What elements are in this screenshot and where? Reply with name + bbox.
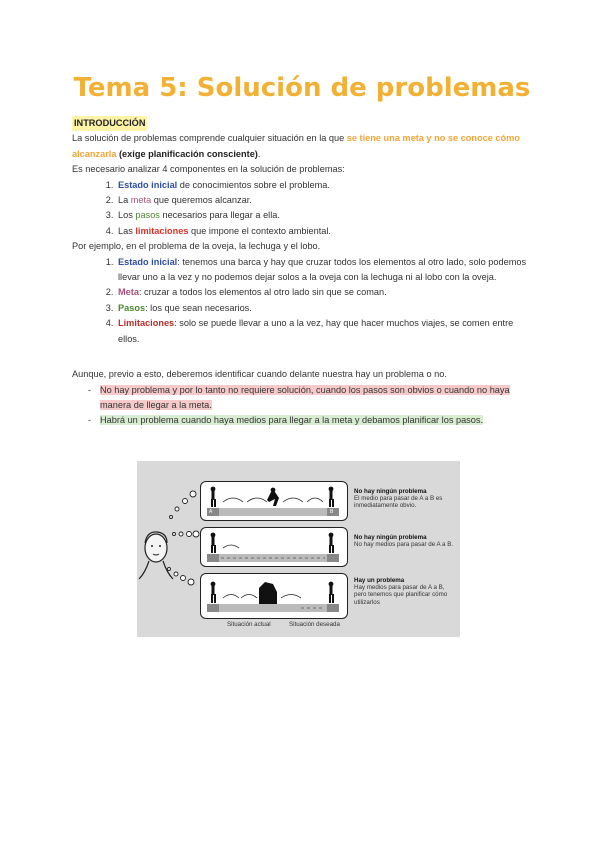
example-text: : tenemos una barca y hay que cruzar todos los elementos al otro lado, solo podemos llevar uno a la vez y no podemos dejar solos a la oveja con la lechuga ni al lobo con la oveja. <box>118 256 527 283</box>
jump-arcs <box>223 545 239 548</box>
example-key: Meta <box>118 287 139 298</box>
point-a <box>207 604 219 612</box>
label-b: B <box>330 509 334 515</box>
thought-bubbles-icon <box>168 491 200 585</box>
panel-desc: El medio para pasar de A a B es inmediatamente obvio. <box>354 495 443 510</box>
component-pre: La <box>118 195 131 206</box>
spacer <box>72 347 532 367</box>
page-title: Tema 5: Solución de problemas <box>73 73 531 103</box>
panel-2-text <box>354 534 454 548</box>
example-text: : los que sean necesarios. <box>145 302 252 313</box>
bullet-problem: Habrá un problema cuando haya medios para llegar a la meta y debamos planificar los pasos. <box>100 415 484 426</box>
list-item <box>116 178 532 193</box>
example-key: Pasos <box>118 302 146 313</box>
component-key: pasos <box>135 210 160 221</box>
problem-figure <box>137 461 460 637</box>
component-key: limitaciones <box>135 225 189 236</box>
example-key: Limitaciones <box>118 318 175 329</box>
list-item <box>116 224 532 239</box>
example-intro: Por ejemplo, en el problema de la oveja, la lechuga y el lobo. <box>72 241 321 252</box>
components-intro: Es necesario analizar 4 componentes en la solución de problemas: <box>72 164 345 175</box>
panel-title: No hay ningún problema <box>354 534 427 541</box>
list-item <box>116 316 532 347</box>
list-item <box>116 255 532 286</box>
walker-icon <box>211 487 334 507</box>
walker-icon <box>211 582 334 604</box>
intro-text: La solución de problemas comprende cualquier situación en la que <box>72 133 347 144</box>
panel-desc: Hay medios para pasar de A a B, pero tenemos que planificar cómo utilizarlos <box>354 584 448 606</box>
example-text: : solo se puede llevar a uno a la vez, hay que hacer muchos viajes, se comen entre ellos. <box>118 318 514 344</box>
panel-title: Hay un problema <box>354 577 405 584</box>
intro-highlight: se tiene una meta y no se conoce cómo alcanzarla <box>72 133 520 159</box>
intro-bold: (exige planificación consciente) <box>119 148 258 159</box>
component-key: meta <box>130 195 152 206</box>
bullet-no-problem: No hay problema y por lo tanto no requiere solución, cuando los pasos son obvios o cuando no haya manera de llegar a la meta. <box>100 384 510 410</box>
list-item <box>116 193 532 208</box>
list-item <box>116 208 532 223</box>
caption-current: Situación actual <box>227 621 271 628</box>
scene-no-means <box>201 528 347 566</box>
panel-no-problem-no-means <box>200 527 348 567</box>
component-text: de conocimientos sobre el problema. <box>177 179 330 190</box>
panel-problem <box>200 573 348 619</box>
components-list <box>72 178 532 240</box>
label-a: A <box>209 509 213 515</box>
list-item <box>90 383 532 414</box>
bullet-list <box>72 383 532 429</box>
component-text: necesarios para llegar a ella. <box>159 210 280 221</box>
component-key: Estado inicial <box>118 179 178 190</box>
walker-icon <box>211 533 334 553</box>
example-key: Estado inicial <box>118 256 178 267</box>
intro-period: . <box>257 148 261 159</box>
section-heading: INTRODUCCIÓN <box>72 116 147 131</box>
component-pre: Los <box>118 210 136 221</box>
panel-1-text <box>354 488 454 510</box>
point-a <box>207 554 219 562</box>
scene-problem <box>201 574 347 618</box>
panel-no-problem-obvious <box>200 481 348 521</box>
thinker-head-icon <box>139 532 173 579</box>
identify-intro: Aunque, previo a esto, deberemos identificar cuando delante nuestra hay un problema o no. <box>72 369 447 380</box>
list-item <box>90 413 532 428</box>
point-b <box>327 604 339 612</box>
example-text: : cruzar a todos los elementos al otro lado sin que se coman. <box>138 287 387 298</box>
component-text: que impone el contexto ambiental. <box>188 225 331 236</box>
component-pre: Las <box>118 225 136 236</box>
document-body <box>72 70 532 429</box>
list-item <box>116 301 532 316</box>
panel-title: No hay ningún problema <box>354 488 427 495</box>
point-b <box>327 554 339 562</box>
component-text: que queremos alcanzar. <box>151 195 252 206</box>
caption-desired: Situación deseada <box>289 621 340 628</box>
intro-paragraph <box>72 131 532 162</box>
track <box>207 508 339 516</box>
scene-obvious <box>201 482 347 520</box>
example-list <box>72 255 532 347</box>
panel-desc: No hay medios para pasar de A a B. <box>354 541 454 549</box>
panel-3-text <box>354 577 454 606</box>
list-item <box>116 285 532 300</box>
